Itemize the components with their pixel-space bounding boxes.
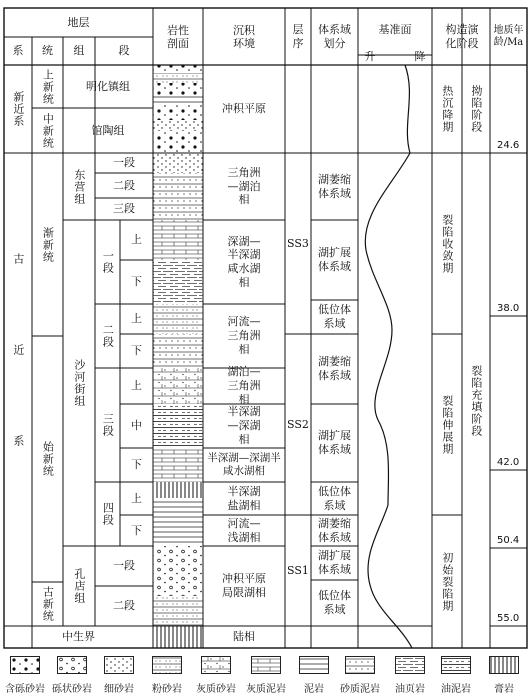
submember-middle: 中 xyxy=(131,419,142,433)
legend-item xyxy=(93,656,145,695)
legend-label: 含砾砂岩 xyxy=(5,684,45,695)
age-label: 24.6 xyxy=(497,140,520,151)
legend-swatch-gravelly-sandstone xyxy=(57,656,87,674)
header-group: 组 xyxy=(73,44,85,58)
member-kongdian-2: 二段 xyxy=(113,599,135,613)
header-environment: 沉积环境 xyxy=(233,23,255,50)
legend-item xyxy=(384,656,436,695)
lithology-column xyxy=(153,65,203,648)
tract-ss3-contraction: 湖萎缩体系域 xyxy=(318,172,351,200)
submember-lower: 下 xyxy=(131,458,142,472)
legend-label: 粉砂岩 xyxy=(152,684,182,695)
environment-salt-lake: 半深湖盐湖相 xyxy=(227,484,261,512)
legend-item xyxy=(430,656,482,695)
legend-swatch-mudstone xyxy=(299,656,329,674)
group-guantao: 馆陶组 xyxy=(91,123,125,137)
submember-upper: 上 xyxy=(131,491,142,505)
legend-label: 灰质泥岩 xyxy=(246,684,286,695)
group-dongying: 东营组 xyxy=(72,168,86,205)
header-series: 统 xyxy=(42,44,53,58)
legend-swatch-fine-sandstone xyxy=(104,656,134,674)
age-label: 50.4 xyxy=(497,535,520,546)
header-sequence: 层序 xyxy=(292,23,304,50)
legend-label: 膏岩 xyxy=(494,684,514,695)
tract-ss3-lowstand: 低位体系域 xyxy=(318,303,351,330)
legend-swatch-calcareous-sandstone xyxy=(201,656,231,674)
member-kongdian-1: 一段 xyxy=(113,559,135,573)
environment-lake-delta: 湖泊—三角洲相 xyxy=(227,365,261,406)
tract-ss1-lowstand: 低位体系域 xyxy=(318,589,351,616)
submember-upper: 上 xyxy=(131,379,142,393)
group-shahejie: 沙河街组 xyxy=(72,359,86,407)
tectonic-rift-fill-stage: 裂陷充填阶段 xyxy=(469,364,483,437)
submember-lower: 下 xyxy=(131,523,142,537)
header-member: 段 xyxy=(118,44,130,58)
series-eocene: 始新统 xyxy=(41,441,55,477)
member-dongying-1: 一段 xyxy=(113,156,135,170)
header-strata: 地层 xyxy=(67,15,90,29)
system-mesozoic: 中生界 xyxy=(62,630,95,644)
environment-delta-lake: 三角洲—湖泊相 xyxy=(227,165,261,207)
tract-ss2-lowstand: 低位体系域 xyxy=(318,484,351,512)
environment-fluvial-delta: 河流—三角洲相 xyxy=(227,315,261,356)
submember-lower: 下 xyxy=(131,344,142,358)
group-kongdian: 孔店组 xyxy=(72,568,86,604)
group-minghuazhen: 明化镇组 xyxy=(86,79,130,93)
tectonic-depression-stage: 拗陷阶段 xyxy=(469,85,483,133)
environment-continental: 陆相 xyxy=(233,630,255,644)
legend-item xyxy=(478,656,530,695)
age-label: 38.0 xyxy=(497,303,520,314)
environment-alluvial-restricted-lake: 冲积平原局限湖相 xyxy=(222,572,266,599)
header-lithology: 岩性剖面 xyxy=(167,23,189,50)
member-shahejie-4: 四段 xyxy=(101,502,115,526)
legend-swatch-oil-mudstone xyxy=(441,656,471,674)
sequence-ss1: SS1 xyxy=(287,563,309,577)
submember-upper: 上 xyxy=(131,233,142,247)
header-systems-tract: 体系域划分 xyxy=(318,23,351,50)
series-miocene: 中新统 xyxy=(41,112,55,149)
header-system: 系 xyxy=(12,44,24,58)
tectonic-initial-rift: 初始裂陷期 xyxy=(440,551,454,612)
legend-label: 灰质砂岩 xyxy=(196,684,236,695)
tract-ss3-expansion: 湖扩展体系域 xyxy=(318,246,351,273)
legend-label: 砾状砂岩 xyxy=(52,684,92,695)
environment-fluvial-shallow-lake: 河流—浅湖相 xyxy=(227,516,261,544)
sequence-ss3: SS3 xyxy=(287,236,309,250)
legend-label: 油泥岩 xyxy=(441,684,471,695)
member-shahejie-3: 三段 xyxy=(101,413,115,437)
environment-deep-lake-saline: 深湖—半深湖咸水湖相 xyxy=(227,234,261,289)
legend-swatch-pebbly-sandstone xyxy=(10,656,40,674)
legend-item xyxy=(141,656,193,695)
header-fall: 降 xyxy=(414,50,426,64)
series-paleocene: 古新统 xyxy=(41,586,55,622)
legend-swatch-gypsum xyxy=(489,656,519,674)
tract-ss2-expansion: 湖扩展体系域 xyxy=(318,429,351,456)
legend-label: 细砂岩 xyxy=(104,684,134,695)
header-base-level: 基准面 xyxy=(378,23,412,37)
legend-swatch-siltstone xyxy=(152,656,182,674)
environment-semideep-brackish: 半深湖—深湖半咸水湖相 xyxy=(207,451,281,477)
tectonic-thermal-subsidence: 热沉降期 xyxy=(440,85,454,133)
legend-item xyxy=(240,656,292,695)
legend-swatch-calcareous-mudstone xyxy=(251,656,281,674)
legend-item xyxy=(0,656,51,695)
header-tectonic: 构造演化阶段 xyxy=(445,23,479,50)
environment-alluvial-plain: 冲积平原 xyxy=(222,102,266,116)
sequence-ss2: SS2 xyxy=(287,417,309,431)
member-shahejie-2: 二段 xyxy=(101,324,115,348)
legend-item xyxy=(334,656,386,695)
legend-item xyxy=(46,656,98,695)
tectonic-rift-convergence: 裂陷收敛期 xyxy=(440,213,454,274)
legend-label: 砂质泥岩 xyxy=(340,684,380,695)
tract-ss1-expansion: 湖扩展体系域 xyxy=(318,549,351,576)
legend-swatch-sandy-mudstone xyxy=(345,656,375,674)
base-level-curve xyxy=(365,65,412,648)
legend-swatch-oil-shale xyxy=(395,656,425,674)
series-pliocene: 上新统 xyxy=(41,68,55,105)
environment-semideep-deep-lake: 半深湖—深湖相 xyxy=(227,405,261,446)
submember-lower: 下 xyxy=(131,275,142,289)
member-shahejie-1: 一段 xyxy=(101,250,115,274)
tract-ss2-contraction: 湖萎缩体系域 xyxy=(318,355,351,382)
system-paleogene: 古近系 xyxy=(11,253,25,526)
header-rise: 升 xyxy=(364,50,376,64)
legend-label: 泥岩 xyxy=(304,684,324,695)
member-dongying-3: 三段 xyxy=(113,202,135,216)
series-oligocene: 渐新统 xyxy=(41,226,55,263)
age-label: 42.0 xyxy=(497,457,520,468)
legend-label: 油页岩 xyxy=(395,684,425,695)
header-age: 地质年龄/Ma xyxy=(493,24,524,48)
legend-item xyxy=(190,656,242,695)
age-label: 55.0 xyxy=(497,613,520,624)
submember-upper: 上 xyxy=(131,312,142,326)
system-neogene: 新近系 xyxy=(11,91,25,127)
tract-ss1-contraction: 湖萎缩体系域 xyxy=(318,516,351,544)
member-dongying-2: 二段 xyxy=(113,178,135,192)
legend-item xyxy=(288,656,340,695)
tectonic-rift-extension: 裂陷伸展期 xyxy=(440,394,454,455)
